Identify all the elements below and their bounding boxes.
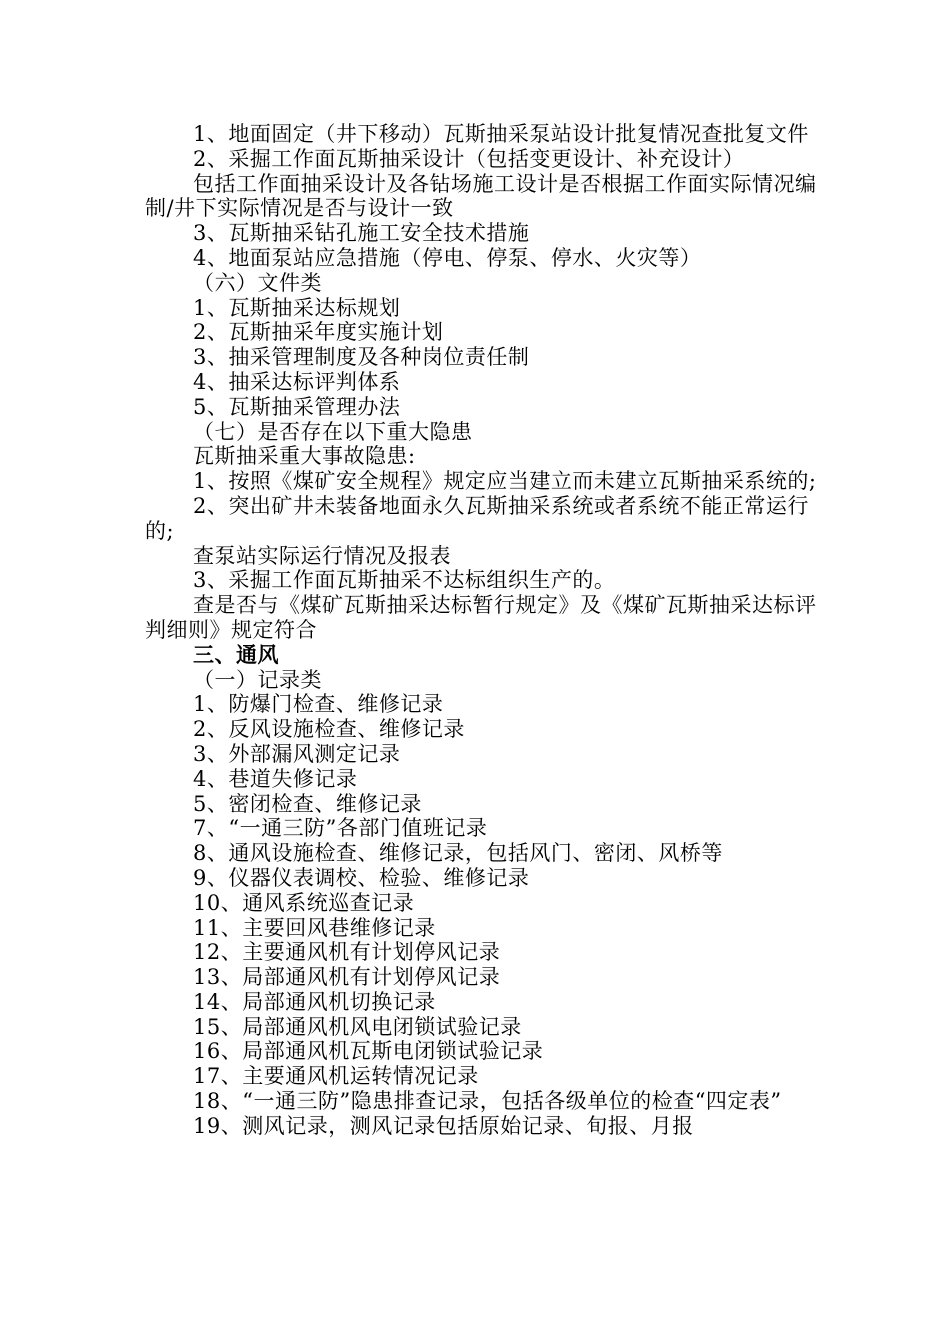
list-item: 3、采掘工作面瓦斯抽采不达标组织生产的。 <box>193 568 616 593</box>
list-item: 5、密闭检查、维修记录 <box>193 791 422 816</box>
list-item: 1、防爆门检查、维修记录 <box>193 692 444 717</box>
paragraph-hazard-1: 1、按照《煤矿安全规程》规定应当建立而未建立瓦斯抽采系统的; <box>193 469 817 494</box>
paragraph-pump-station-approval: 1、地面固定（井下移动）瓦斯抽采泵站设计批复情况查批复文件 <box>193 122 809 146</box>
list-item: 5、瓦斯抽采管理办法 <box>193 394 401 419</box>
list-item: 1、瓦斯抽采达标规划 <box>193 295 401 320</box>
list-item: 2、瓦斯抽采年度实施计划 <box>193 320 444 345</box>
paragraph-hazard-records: 18、“一通三防”隐患排查记录，包括各级单位的检查“四定表” <box>193 1089 782 1114</box>
list-item: 9、仪器仪表调校、检验、维修记录 <box>193 865 530 890</box>
list-item: 10、通风系统巡查记录 <box>193 890 415 915</box>
list-item: 2、反风设施检查、维修记录 <box>193 717 465 742</box>
list-item: 11、主要回风巷维修记录 <box>193 915 436 940</box>
paragraph-compliance-check: 查是否与《煤矿瓦斯抽采达标暂行规定》及《煤矿瓦斯抽采达标评判细则》规定符合 <box>145 593 817 642</box>
list-item: 3、外部漏风测定记录 <box>193 741 401 766</box>
list-item: 19、测风记录，测风记录包括原始记录、旬报、月报 <box>193 1113 694 1138</box>
list-item: 4、巷道失修记录 <box>193 766 358 791</box>
paragraph-design-check: 包括工作面抽采设计及各钻场施工设计是否根据工作面实际情况编制/井下实际情况是否与设计一致 <box>145 171 817 221</box>
list-item: 4、抽采达标评判体系 <box>193 369 401 394</box>
list-item: 3、抽采管理制度及各种岗位责任制 <box>193 345 530 370</box>
check-note: 查泵站实际运行情况及报表 <box>193 543 451 568</box>
list-item: 13、局部通风机有计划停风记录 <box>193 965 501 990</box>
list-item: 14、局部通风机切换记录 <box>193 989 436 1014</box>
hazard-intro: 瓦斯抽采重大事故隐患: <box>193 444 416 469</box>
subsection-heading-major-hazards: （七）是否存在以下重大隐患 <box>193 419 473 444</box>
list-item: 16、局部通风机瓦斯电闭锁试验记录 <box>193 1039 544 1064</box>
list-item: 8、通风设施检查、维修记录，包括风门、密闭、风桥等 <box>193 841 723 866</box>
list-item: 3、瓦斯抽采钻孔施工安全技术措施 <box>193 221 530 246</box>
paragraph-extraction-design: 2、采掘工作面瓦斯抽采设计（包括变更设计、补充设计） <box>193 146 745 171</box>
document-body <box>145 122 825 1139</box>
section-heading-ventilation: 三、通风 <box>193 641 279 667</box>
list-item: 15、局部通风机风电闭锁试验记录 <box>193 1014 522 1039</box>
subsection-heading-records: （一）记录类 <box>193 667 322 692</box>
list-item: 4、地面泵站应急措施（停电、停泵、停水、火灾等） <box>193 245 702 270</box>
paragraph-hazard-2: 2、突出矿井未装备地面永久瓦斯抽采系统或者系统不能正常运行的; <box>145 493 809 543</box>
subsection-heading-documents: （六）文件类 <box>193 270 322 295</box>
list-item: 17、主要通风机运转情况记录 <box>193 1064 479 1089</box>
list-item: 12、主要通风机有计划停风记录 <box>193 940 501 965</box>
list-item: 7、“一通三防”各部门值班记录 <box>193 816 488 841</box>
